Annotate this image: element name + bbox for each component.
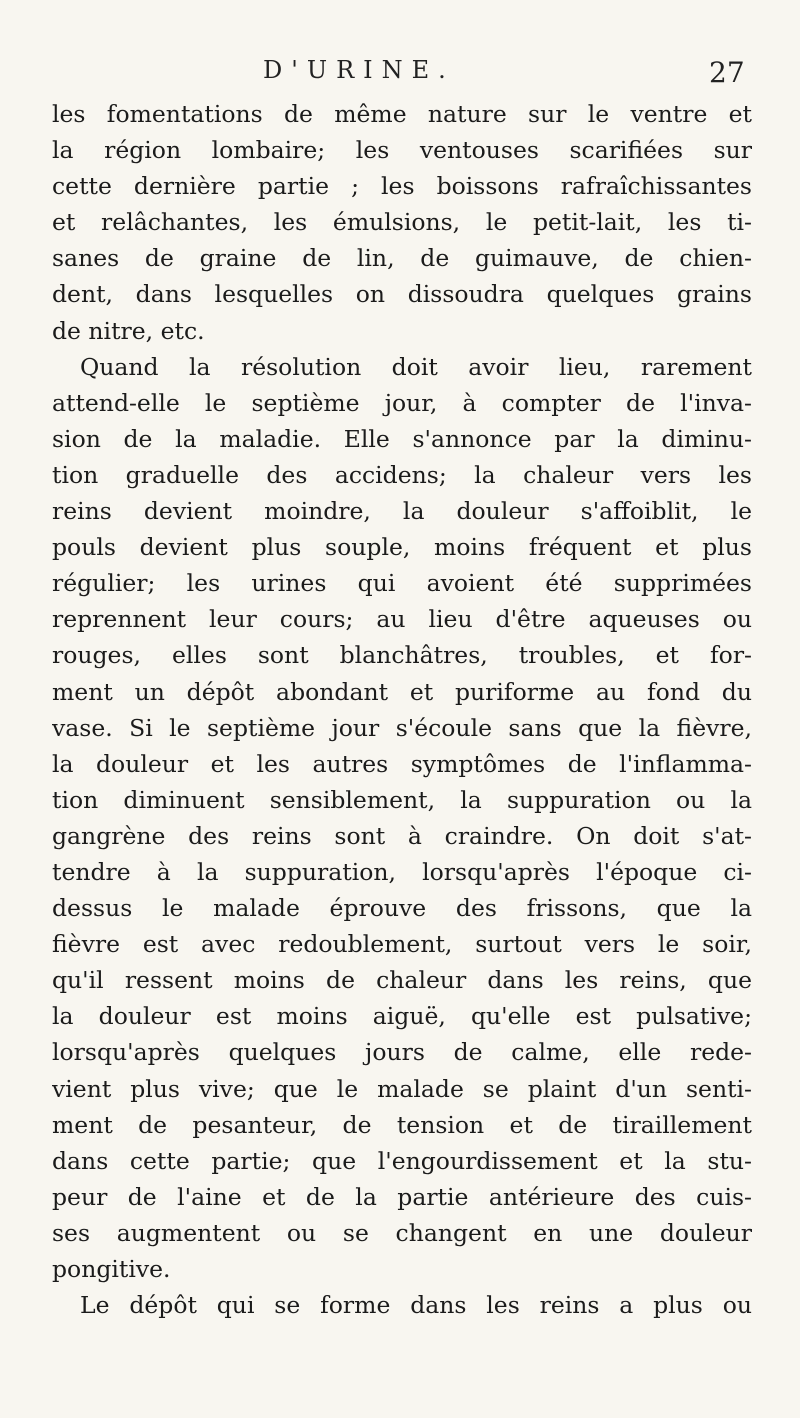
text-line: peur de l'aine et de la partie antérieure des cuis- (52, 1182, 752, 1211)
text-line: tendre à la suppuration, lorsqu'après l'époque ci- (52, 857, 752, 886)
text-line: la douleur est moins aiguë, qu'elle est pulsative; (52, 1002, 752, 1031)
text-line: et relâchantes, les émulsions, le petit-lait, les ti- (52, 208, 752, 237)
text-line: Le dépôt qui se forme dans les reins a plus ou (80, 1291, 752, 1320)
text-line: ment un dépôt abondant et puriforme au fond du (52, 677, 752, 706)
text-line: de nitre, etc. (52, 316, 205, 345)
text-line: reins devient moindre, la douleur s'affoiblit, le (52, 497, 752, 526)
text-line: sanes de graine de lin, de guimauve, de chien- (52, 244, 752, 273)
running-head: D'URINE. (263, 56, 455, 84)
text-line: reprennent leur cours; au lieu d'être aqueuses ou (52, 605, 752, 634)
text-line: pongitive. (52, 1255, 171, 1283)
text-line: dent, dans lesquelles on dissoudra quelques grains (52, 280, 752, 309)
page-number: 27 (709, 56, 745, 89)
text-line: attend-elle le septième jour, à compter de l'inva- (52, 388, 752, 417)
text-line: vase. Si le septième jour s'écoule sans que la fièvre, (52, 713, 752, 742)
text-line: sion de la maladie. Elle s'annonce par la diminu- (52, 424, 752, 453)
text-line: qu'il ressent moins de chaleur dans les reins, que (52, 966, 752, 995)
text-line: ment de pesanteur, de tension et de tiraillement (52, 1110, 752, 1139)
text-line: la région lombaire; les ventouses scarifiées sur (52, 136, 752, 165)
text-line: tion diminuent sensiblement, la suppuration ou la (52, 785, 752, 814)
text-line: dessus le malade éprouve des frissons, que la (52, 894, 752, 923)
page-header (0, 56, 800, 96)
text-line: ses augmentent ou se changent en une douleur (52, 1218, 752, 1247)
text-line: fièvre est avec redoublement, surtout vers le soir, (52, 930, 752, 959)
text-line: les fomentations de même nature sur le ventre et (52, 100, 752, 128)
text-line: vient plus vive; que le malade se plaint d'un senti- (52, 1074, 752, 1103)
text-line: lorsqu'après quelques jours de calme, elle rede- (52, 1038, 752, 1067)
text-line: la douleur et les autres symptômes de l'inflamma- (52, 749, 752, 778)
text-line: Quand la résolution doit avoir lieu, rarement (80, 352, 752, 381)
text-line: tion graduelle des accidens; la chaleur vers les (52, 460, 752, 489)
text-line: régulier; les urines qui avoient été supprimées (52, 569, 752, 598)
text-line: cette dernière partie ; les boissons rafraîchissantes (52, 172, 752, 201)
body-text (52, 96, 752, 1323)
text-line: pouls devient plus souple, moins fréquent et plus (52, 533, 752, 562)
text-line: gangrène des reins sont à craindre. On doit s'at- (52, 821, 752, 850)
text-line: dans cette partie; que l'engourdissement et la stu- (52, 1146, 752, 1175)
text-line: rouges, elles sont blanchâtres, troubles, et for- (52, 641, 752, 670)
